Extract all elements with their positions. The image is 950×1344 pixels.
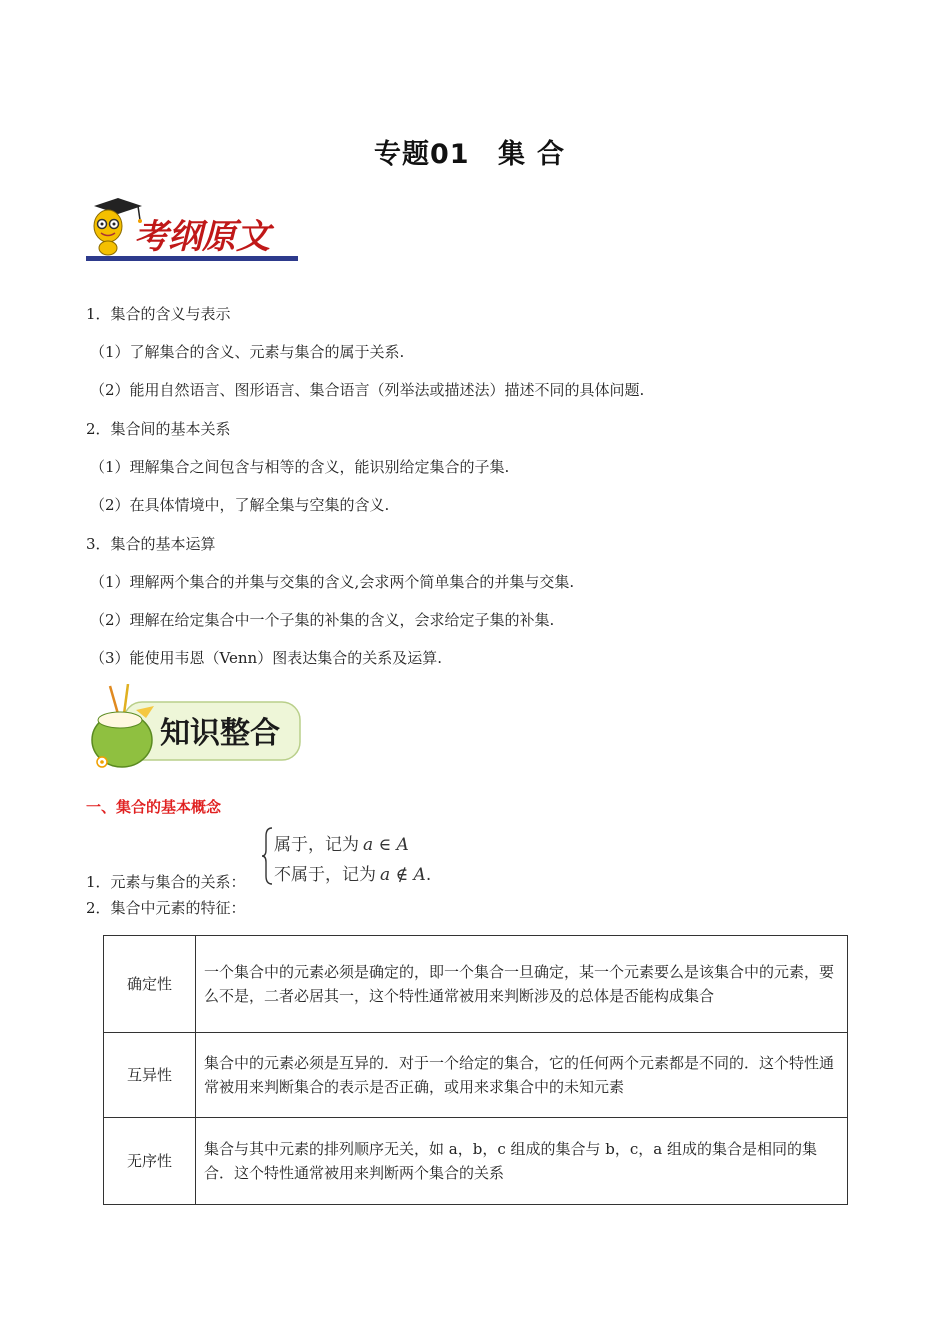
section-heading-basic-concepts: 一、集合的基本概念: [86, 798, 222, 816]
outline-heading-3: 3．集合的基本运算: [86, 535, 216, 553]
left-brace-icon: [262, 826, 274, 886]
outline-point-2-2: （2）在具体情境中，了解全集与空集的含义.: [90, 496, 390, 514]
relation-cases: [262, 826, 452, 886]
page-title: [0, 132, 950, 171]
exam-outline-banner-graphic: [86, 196, 301, 268]
feature-desc-cell: 集合与其中元素的排列顺序无关，如 a，b，c 组成的集合与 b，c，a 组成的集合是相同的集合．这个特性通常被用来判断两个集合的关系: [196, 1118, 848, 1205]
element-features-table: [103, 935, 848, 1205]
outline-point-3-2: （2）理解在给定集合中一个子集的补集的含义，会求给定子集的补集.: [90, 611, 555, 629]
outline-point-2-1: （1）理解集合之间包含与相等的含义，能识别给定集合的子集.: [90, 458, 510, 476]
notbelong-math: a ∉ A: [380, 865, 426, 885]
features-label: 2．集合中元素的特征：: [86, 899, 246, 917]
knowledge-banner: [84, 684, 306, 774]
relation-end: .: [425, 865, 432, 885]
outline-heading-1: 1．集合的含义与表示: [86, 305, 231, 323]
outline-heading-2: 2．集合间的基本关系: [86, 420, 231, 438]
table-row: [104, 1033, 848, 1118]
outline-point-1-2: （2）能用自然语言、图形语言、集合语言（列举法或描述法）描述不同的具体问题.: [90, 381, 645, 399]
relation-belong: [274, 830, 409, 855]
banner2-text: 知识整合: [160, 716, 280, 751]
relation-not-belong: [274, 860, 431, 885]
table-row: [104, 1118, 848, 1205]
outline-point-1-1: （1）了解集合的含义、元素与集合的属于关系.: [90, 343, 405, 361]
feature-desc-cell: 一个集合中的元素必须是确定的，即一个集合一旦确定，某一个元素要么是该集合中的元素，要么不是，二者必居其一，这个特性通常被用来判断涉及的总体是否能构成集合: [196, 936, 848, 1033]
notbelong-text: 不属于，记为: [274, 865, 376, 885]
exam-outline-banner: [86, 196, 301, 268]
outline-point-3-3: （3）能使用韦恩（Venn）图表达集合的关系及运算.: [90, 649, 442, 667]
outline-point-3-1: （1）理解两个集合的并集与交集的含义,会求两个简单集合的并集与交集.: [90, 573, 575, 591]
feature-name-cell: 确定性: [104, 936, 196, 1033]
feature-name-cell: 无序性: [104, 1118, 196, 1205]
coconut-icon: [92, 684, 154, 767]
table-row: [104, 936, 848, 1033]
title-main: 专题01: [374, 139, 470, 170]
knowledge-banner-graphic: [84, 684, 306, 774]
feature-desc-cell: 集合中的元素必须是互异的．对于一个给定的集合，它的任何两个元素都是不同的．这个特性通常被用来判断集合的表示是否正确，或用来求集合中的未知元素: [196, 1033, 848, 1118]
belong-math: a ∈ A: [363, 835, 409, 855]
banner1-text: 考纲原文: [134, 217, 270, 257]
feature-name-cell: 互异性: [104, 1033, 196, 1118]
title-sub: 集合: [497, 139, 576, 170]
relation-label: 1．元素与集合的关系：: [86, 873, 246, 891]
belong-text: 属于，记为: [274, 835, 359, 855]
